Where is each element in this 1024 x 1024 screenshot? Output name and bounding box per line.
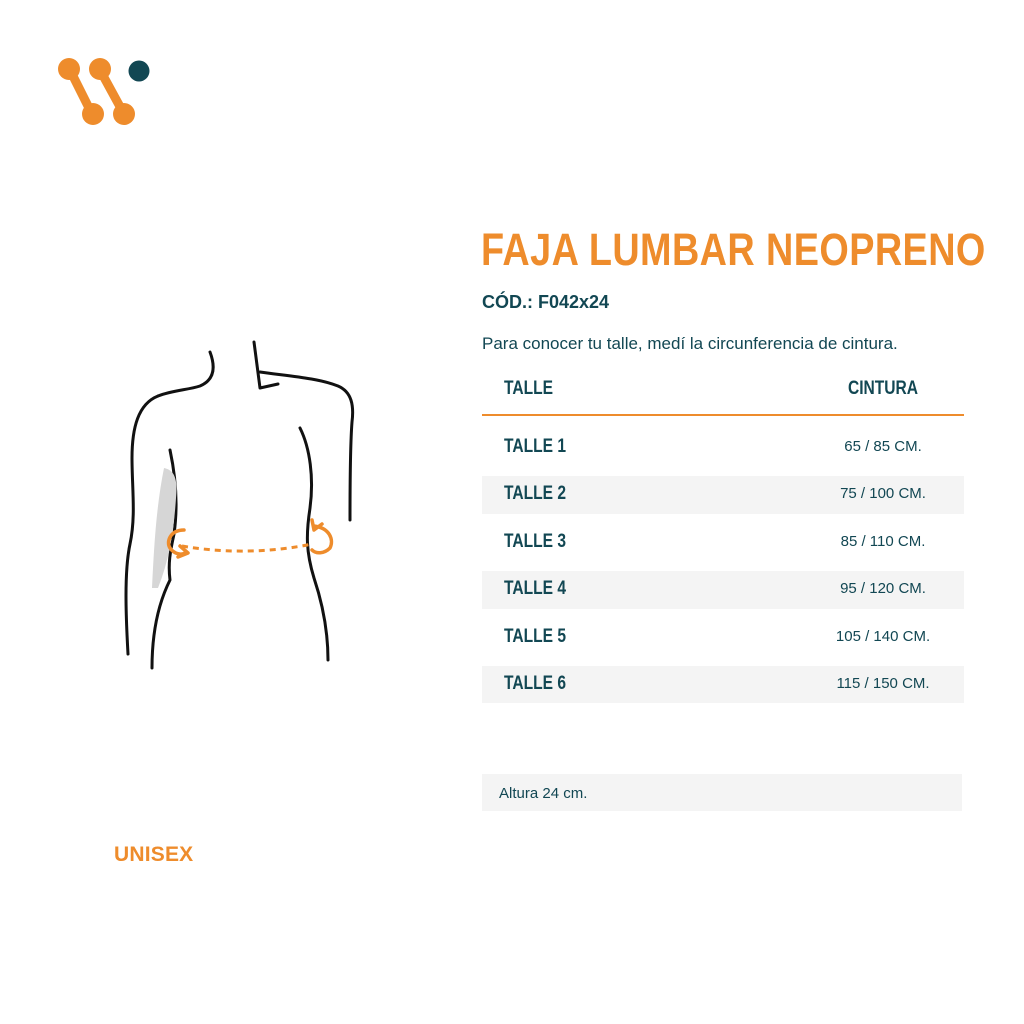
column-header-cintura-text: CINTURA — [847, 378, 919, 399]
product-code: CÓD.: F042x24 — [482, 292, 610, 312]
size-table-body — [482, 429, 964, 703]
table-row — [482, 429, 964, 466]
brand-logo-icon — [56, 58, 152, 126]
waist-range-text: 85 / 110 CM. — [840, 532, 926, 550]
product-title: FAJA LUMBAR NEOPRENO — [481, 224, 986, 275]
torso-waist-measure-icon — [118, 338, 368, 670]
height-note-box — [482, 774, 962, 811]
waist-range-text: 65 / 85 CM. — [844, 438, 922, 455]
table-row — [482, 524, 964, 561]
size-label: TALLE 2 — [504, 483, 567, 505]
table-row — [482, 666, 964, 703]
column-header-talle: TALLE — [504, 378, 554, 399]
size-label: TALLE 1 — [504, 436, 567, 457]
waist-range-text: 75 / 100 CM. — [840, 485, 926, 503]
size-label: TALLE 4 — [504, 578, 567, 600]
size-table — [482, 370, 964, 713]
waist-range-text: 95 / 120 CM. — [840, 580, 926, 598]
waist-range-text: 115 / 150 CM. — [836, 674, 930, 692]
size-label: TALLE 6 — [504, 672, 567, 694]
size-label: TALLE 3 — [504, 530, 567, 552]
waist-range-text: 105 / 140 CM. — [835, 627, 931, 645]
size-table-header — [482, 370, 964, 416]
size-label: TALLE 5 — [504, 625, 567, 647]
audience-label: UNISEX — [114, 843, 194, 866]
sizing-instruction: Para conocer tu talle, medí la circunferencia de cintura. — [482, 334, 898, 353]
table-row — [482, 476, 964, 513]
height-note: Altura 24 cm. — [499, 785, 588, 802]
table-row — [482, 571, 964, 608]
table-row — [482, 619, 964, 656]
